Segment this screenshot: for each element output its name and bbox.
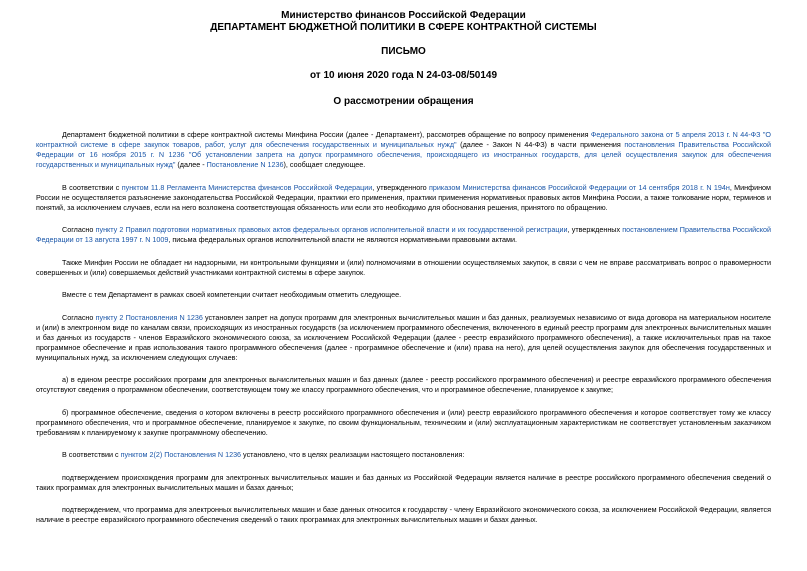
document-date-number: от 10 июня 2020 года N 24-03-08/50149 bbox=[309, 70, 498, 81]
text: , Минфином России не осуществляется разъяснение законодательства Российской Федерации, практики его применения, практики применения нормативных правовых актов Минфина России, а также толкование норм, терминов и понятий, за исключением случаев, если на него возложена соответствующая обязанность или если это необходимо для обоснования решения, принятого по обращению. bbox=[36, 182, 771, 212]
text: , утвержденных bbox=[567, 225, 623, 234]
link-reglament-11-8[interactable]: пунктом 11.8 Регламента Министерства финансов Российской Федерации bbox=[121, 182, 373, 192]
document-header bbox=[36, 10, 771, 108]
ministry-name: Министерство финансов Российской Федерации bbox=[281, 10, 526, 21]
paragraph-11: подтверждением, что программа для электронных вычислительных машин и базе данных относится к государству - члену Евразийского экономического союза, за исключением Российской Федерации, является наличие в реестре евразийского программного обеспечения сведений о таких программах для электронных вычислительных машин и базах данных. bbox=[36, 505, 771, 524]
text: , утвержденного bbox=[372, 182, 430, 192]
text: ), сообщает следующее. bbox=[283, 160, 366, 169]
document-type: ПИСЬМО bbox=[381, 46, 426, 57]
link-order-194n[interactable]: приказом Министерства финансов Российской Федерации от 14 сентября 2018 г. N 194н bbox=[429, 182, 730, 192]
text: (далее - Закон N 44-ФЗ) в части применения bbox=[456, 140, 625, 149]
text: (далее - bbox=[175, 160, 207, 169]
link-point-2-postanovlenie-1236[interactable]: пункту 2 Постановления N 1236 bbox=[95, 312, 203, 322]
link-point-2-2-postanovlenie-1236[interactable]: пунктом 2(2) Постановления N 1236 bbox=[120, 450, 242, 459]
text: , письма федеральных органов исполнительной власти не являются нормативными правовыми актами. bbox=[168, 235, 517, 244]
link-resolution-1236[interactable]: постановления Правительства Российской Федерации от 16 ноября 2015 г. N 1236 "Об установлении запрета на допуск программного обеспечения, происходящего из иностранных государств, для целей осуществления закупок для обеспечения государственных и муниципальных нужд" bbox=[36, 140, 771, 169]
paragraph-8: б) программное обеспечение, сведения о котором включены в реестр российского программного обеспечения и (или) реестр евразийского программного обеспечения и которое соответствует тому же классу программного обеспечения, что и программное обеспечение, планируемое к закупке, по своим функциональным, техническим и (или) эксплуатационным характеристикам не соответствует установленным заказчиком требованиям к планируемому к закупке программному обеспечению. bbox=[36, 407, 771, 437]
paragraph-9 bbox=[36, 450, 771, 460]
link-postanovlenie-1236[interactable]: Постановление N 1236 bbox=[206, 160, 284, 169]
paragraph-10: подтверждением происхождения программ для электронных вычислительных машин и баз данных из Российской Федерации является наличие в реестре российского программного обеспечения сведений о таких программах для электронных вычислительных машин и базах данных; bbox=[36, 472, 771, 492]
paragraph-4: Также Минфин России не обладает ни надзорными, ни контрольными функциями и (или) полномочиями в отношении осуществляемых закупок, в связи с чем не вправе рассматривать вопрос о правомерности совершенных и (или) совершаемых действий участниками контрактной системы в сфере закупок. bbox=[36, 257, 771, 277]
department-name: ДЕПАРТАМЕНТ БЮДЖЕТНОЙ ПОЛИТИКИ В СФЕРЕ КОНТРАКТНОЙ СИСТЕМЫ bbox=[210, 22, 597, 33]
paragraph-6 bbox=[36, 313, 771, 363]
text: Департамент бюджетной политики в сфере контрактной системы Минфина России (далее - Департамент), рассмотрев обращение по вопросу применения bbox=[62, 130, 591, 139]
paragraph-2 bbox=[36, 183, 771, 213]
link-law-44fz[interactable]: Федерального закона от 5 апреля 2013 г. N 44-ФЗ "О контрактной системе в сфере закупок товаров, работ, услуг для обеспечения государственных и муниципальных нужд" bbox=[36, 130, 771, 149]
document-body bbox=[36, 130, 771, 525]
text: установлен запрет на допуск программ для электронных вычислительных машин и баз данных, реализуемых независимо от вида договора на материальном носителе и (или) в электронном виде по каналам связи, происходящих из иностранных государств (за исключением программного обеспечения, включенного в единый реестр программ для электронных вычислительных машин и баз данных из государств - членов Евразийского экономического союза, за исключением Российской Федерации (далее - реестр евразийского программного обеспечения), а также исключительных прав на такое программное обеспечение и прав использования такого программного обеспечения (далее - программное обеспечение и (или) права на него), для целей осуществления закупок для обеспечения государственных и муниципальных нужд, за исключением следующих случаев: bbox=[36, 312, 771, 362]
text: Согласно bbox=[62, 312, 96, 322]
link-rules-point-2[interactable]: пункту 2 Правил подготовки нормативных правовых актов федеральных органов исполнительной власти и их государственной регистрации bbox=[95, 225, 568, 234]
text: В соответствии с bbox=[62, 450, 121, 459]
paragraph-7: а) в едином реестре российских программ для электронных вычислительных машин и баз данных (далее - реестр российского программного обеспечения) и реестре евразийского программного обеспечения отсутствуют сведения о программном обеспечении, соответствующем тому же классу программного обеспечения, что и программное обеспечение, планируемое к закупке; bbox=[36, 375, 771, 394]
link-resolution-1009[interactable]: постановлением Правительства Российской Федерации от 13 августа 1997 г. N 1009 bbox=[36, 225, 772, 244]
paragraph-3 bbox=[36, 225, 771, 245]
text: В соответствии с bbox=[62, 182, 122, 192]
paragraph-5: Вместе с тем Департамент в рамках своей компетенции считает необходимым отметить следующее. bbox=[62, 290, 402, 299]
document-subject: О рассмотрении обращения bbox=[333, 96, 474, 107]
text: установлено, что в целях реализации настоящего постановления: bbox=[241, 450, 465, 459]
text: Согласно bbox=[62, 225, 96, 234]
paragraph-1 bbox=[36, 130, 771, 170]
